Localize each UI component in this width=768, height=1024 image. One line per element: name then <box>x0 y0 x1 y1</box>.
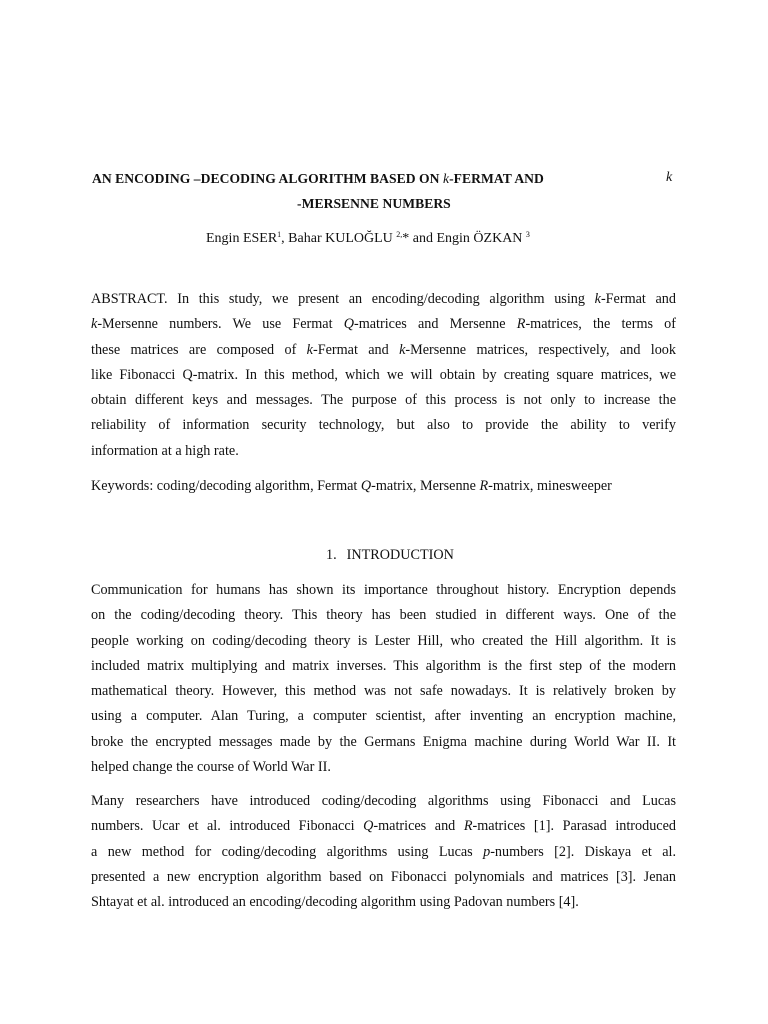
paragraph-line: mathematical theory. However, this method was not safe nowadays. It is relatively broken by <box>91 683 676 700</box>
paragraph-line: Shtayat et al. introduced an encoding/decoding algorithm using Padovan numbers [4]. <box>91 894 579 911</box>
paragraph-line: a new method for coding/decoding algorithms using Lucas p-numbers [2]. Diskaya et al. <box>91 843 676 860</box>
introduction-paragraph-1 <box>91 578 676 780</box>
author-line <box>206 231 530 247</box>
abstract-line: obtain different keys and messages. The purpose of this process is not only to increase the <box>91 392 676 409</box>
paragraph-line: Many researchers have introduced coding/decoding algorithms using Fibonacci and Lucas <box>91 793 676 809</box>
author-affiliation-mark: 2, <box>396 230 403 239</box>
paper-title-line-1 <box>92 171 544 187</box>
abstract-line: ABSTRACT. In this study, we present an encoding/decoding algorithm using k-Fermat and <box>91 291 676 307</box>
paragraph-line: Communication for humans has shown its importance throughout history. Encryption depends <box>91 582 676 598</box>
section-title: INTRODUCTION <box>346 547 454 563</box>
paragraph-line: numbers. Ucar et al. introduced Fibonacci Q-matrices and R-matrices [1]. Parasad introduced <box>91 818 676 835</box>
paragraph-line: people working on coding/decoding theory is Lester Hill, who created the Hill algorithm. It is <box>91 632 676 649</box>
author-name: , Bahar KULOĞLU <box>281 231 397 246</box>
keywords-line: Keywords: coding/decoding algorithm, Fermat Q-matrix, Mersenne R-matrix, minesweeper <box>91 478 612 494</box>
title-k-symbol: k <box>443 171 450 186</box>
paragraph-line: included matrix multiplying and matrix inverses. This algorithm is the first step of the modern <box>91 657 676 674</box>
title-stray-k-symbol: k <box>666 170 673 185</box>
paragraph-line: broke the encrypted messages made by the Germans Enigma machine during World War II. It <box>91 733 676 750</box>
abstract-line: like Fibonacci Q-matrix. In this method, which we will obtain by creating square matrices, we <box>91 366 676 383</box>
title-text: -FERMAT AND <box>449 171 544 186</box>
section-number: 1. <box>326 547 337 563</box>
paragraph-line: on the coding/decoding theory. This theory has been studied in different ways. One of the <box>91 607 676 624</box>
introduction-paragraph-2 <box>91 789 676 915</box>
paragraph-line: presented a new encryption algorithm based on Fibonacci polynomials and matrices [3]. Jenan <box>91 868 676 885</box>
section-heading-introduction <box>326 547 454 564</box>
paragraph-line: using a computer. Alan Turing, a computer scientist, after inventing an encryption machine, <box>91 708 676 725</box>
paper-title-line-2: -MERSENNE NUMBERS <box>297 196 451 211</box>
paragraph-line: helped change the course of World War II. <box>91 759 331 776</box>
abstract-line: reliability of information security technology, but also to provide the ability to verify <box>91 417 676 434</box>
abstract-line: these matrices are composed of k-Fermat and k-Mersenne matrices, respectively, and look <box>91 341 676 358</box>
abstract-line: information at a high rate. <box>91 442 239 459</box>
author-name: * and Engin ÖZKAN <box>402 231 526 246</box>
title-text: AN ENCODING –DECODING ALGORITHM BASED ON <box>92 171 443 186</box>
abstract-paragraph <box>91 287 676 464</box>
author-affiliation-mark: 3 <box>525 230 530 239</box>
author-name: Engin ESER <box>206 231 278 246</box>
author-affiliation-mark: 1 <box>277 230 282 239</box>
abstract-line: k-Mersenne numbers. We use Fermat Q-matrices and Mersenne R-matrices, the terms of <box>91 316 677 333</box>
